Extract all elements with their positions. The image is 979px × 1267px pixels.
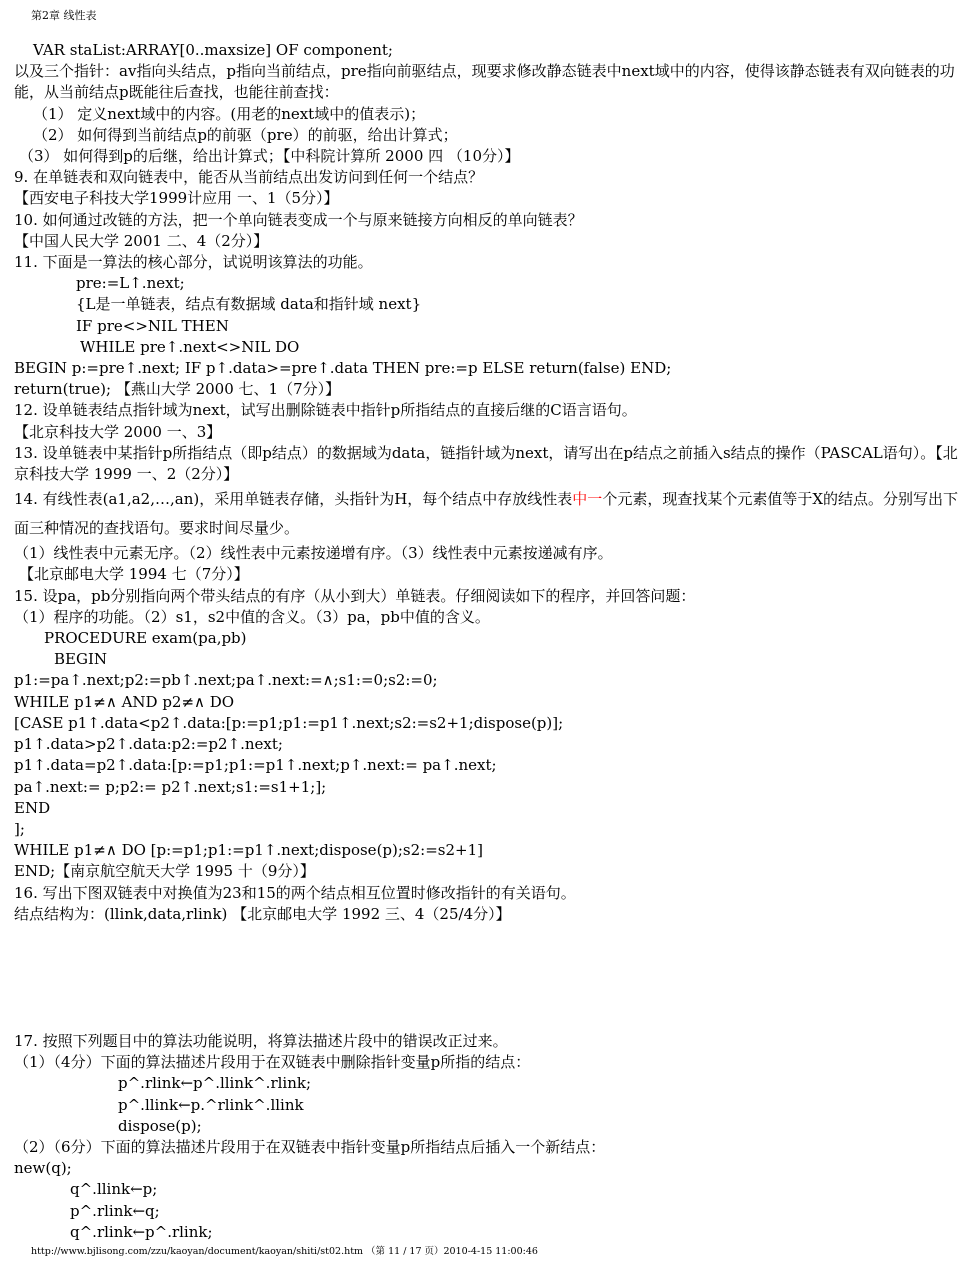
- code-line: WHILE pre↑.next<>NIL DO: [80, 337, 300, 356]
- code-line: p1↑.data=p2↑.data:[p:=p1;p1:=p1↑.next;p↑.next:= pa↑.next;: [14, 756, 497, 775]
- text-line: （1）线性表中元素无序。（2）线性表中元素按递增有序。（3）线性表中元素按递减有序。: [14, 544, 613, 563]
- code-line: VAR staList:ARRAY[0..maxsize] OF component;: [33, 41, 393, 59]
- code-line: pre:=L↑.next;: [76, 274, 185, 293]
- code-line: p1↑.data>p2↑.data:p2:=p2↑.next;: [14, 735, 283, 754]
- question-17: 17. 按照下列题目中的算法功能说明，将算法描述片段中的错误改正过来。: [14, 1031, 508, 1050]
- question-14-text: 14. 有线性表(a1,a2,…,an)，采用单链表存储，头指针为H，每个结点中存放线性表: [14, 490, 573, 509]
- source-note: 【北京邮电大学 1994 七（7分）】: [19, 565, 249, 584]
- text-line: （2）（6分）下面的算法描述片段用于在双链表中指针变量p所指结点后插入一个新结点：: [14, 1137, 606, 1156]
- code-line: new(q);: [14, 1159, 72, 1178]
- code-line: BEGIN: [54, 650, 108, 669]
- text-line: （1）（4分）下面的算法描述片段用于在双链表中删除指针变量p所指的结点：: [14, 1053, 531, 1072]
- code-line: PROCEDURE exam(pa,pb): [44, 629, 247, 648]
- source-note: END;【南京航空航天大学 1995 十（9分）】: [14, 862, 315, 881]
- code-line: p^.llink←p.^rlink^.llink: [118, 1095, 304, 1114]
- text-line: （2） 如何得到当前结点p的前驱（pre）的前驱，给出计算式；: [33, 125, 458, 144]
- page-header: 第2章 线性表: [31, 9, 97, 22]
- code-line: p^.rlink←q;: [70, 1201, 160, 1220]
- question-12: 12. 设单链表结点指针域为next，试写出删除链表中指针p所指结点的直接后继的C语言语句。: [14, 401, 637, 420]
- source-note: 【西安电子科技大学1999计应用 一、1（5分）】: [14, 189, 339, 208]
- question-16: 16. 写出下图双链表中对换值为23和15的两个结点相互位置时修改指针的有关语句。: [14, 883, 576, 902]
- document-body: [14, 40, 969, 1243]
- question-11: 11. 下面是一算法的核心部分，试说明该算法的功能。: [14, 253, 373, 272]
- code-line: pa↑.next:= p;p2:= p2↑.next;s1:=s1+1;];: [14, 777, 327, 796]
- code-line: WHILE p1≠∧ AND p2≠∧ DO: [14, 692, 235, 711]
- text-line: （3） 如何得到p的后继，给出计算式；【中科院计算所 2000 四 （10分）】: [19, 147, 520, 166]
- missing-figure-space: [14, 925, 969, 1031]
- question-13: 13. 设单链表中某指针p所指结点（即p结点）的数据域为data，链指针域为next，请写出在p结点之前插入s结点的操作（PASCAL语句）。【北京科技大学 1999 一、2（2分）】: [14, 443, 958, 484]
- code-line: p^.rlink←p^.llink^.rlink;: [118, 1074, 312, 1093]
- code-line: return(true); 【燕山大学 2000 七、1（7分）】: [14, 380, 341, 399]
- text-line: （1）程序的功能。（2）s1，s2中值的含义。（3）pa，pb中值的含义。: [14, 607, 490, 626]
- question-9: 9. 在单链表和双向链表中，能否从当前结点出发访问到任何一个结点？: [14, 168, 484, 187]
- text-line: （1） 定义next域中的内容。(用老的next域中的值表示)；: [33, 104, 426, 123]
- text-line: 以及三个指针：av指向头结点，p指向当前结点，pre指向前驱结点，现要求修改静态链表中next域中的内容，使得该静态链表有双向链表的功能，从当前结点p既能往后查找，也能往前查找：: [14, 62, 955, 102]
- code-line: p1:=pa↑.next;p2:=pb↑.next;pa↑.next:=∧;s1:=0;s2:=0;: [14, 671, 438, 690]
- question-10: 10. 如何通过改链的方法，把一个单向链表变成一个与原来链接方向相反的单向链表？: [14, 210, 583, 229]
- source-note: 【北京科技大学 2000 一、3】: [14, 422, 222, 441]
- code-line: q^.rlink←p^.rlink;: [70, 1222, 213, 1241]
- text-line: 结点结构为：(llink,data,rlink) 【北京邮电大学 1992 三、4（25/4分）】: [14, 904, 511, 923]
- code-line: BEGIN p:=pre↑.next; IF p↑.data>=pre↑.data THEN pre:=p ELSE return(false) END;: [14, 359, 672, 378]
- question-14: [14, 485, 969, 543]
- code-line: END: [14, 798, 51, 817]
- code-line: ];: [14, 819, 25, 838]
- question-15: 15. 设pa，pb分别指向两个带头结点的有序（从小到大）单链表。仔细阅读如下的程序，并回答问题：: [14, 586, 696, 605]
- code-line: {L是一单链表，结点有数据域 data和指针域 next}: [76, 295, 422, 314]
- code-line: q^.llink←p;: [70, 1180, 158, 1199]
- code-line: [CASE p1↑.data<p2↑.data:[p:=p1;p1:=p1↑.next;s2:=s2+1;dispose(p)];: [14, 713, 564, 732]
- code-line: IF pre<>NIL THEN: [76, 316, 229, 335]
- page-footer: http://www.bjlisong.com/zzu/kaoyan/document/kaoyan/shiti/st02.htm （第 11 / 17 页）2010-4-15 11:00:46: [31, 1246, 538, 1257]
- question-14-text-cont: 个元素，现查找某个元素值等于X的结点。分别写出下面三种情况的查找语句。要求时间尽量少。: [14, 490, 958, 538]
- source-note: 【中国人民大学 2001 二、4（2分）】: [14, 231, 269, 250]
- highlighted-text: 中一: [572, 490, 603, 509]
- code-line: WHILE p1≠∧ DO [p:=p1;p1:=p1↑.next;dispose(p);s2:=s2+1]: [14, 841, 483, 860]
- code-line: dispose(p);: [118, 1116, 202, 1135]
